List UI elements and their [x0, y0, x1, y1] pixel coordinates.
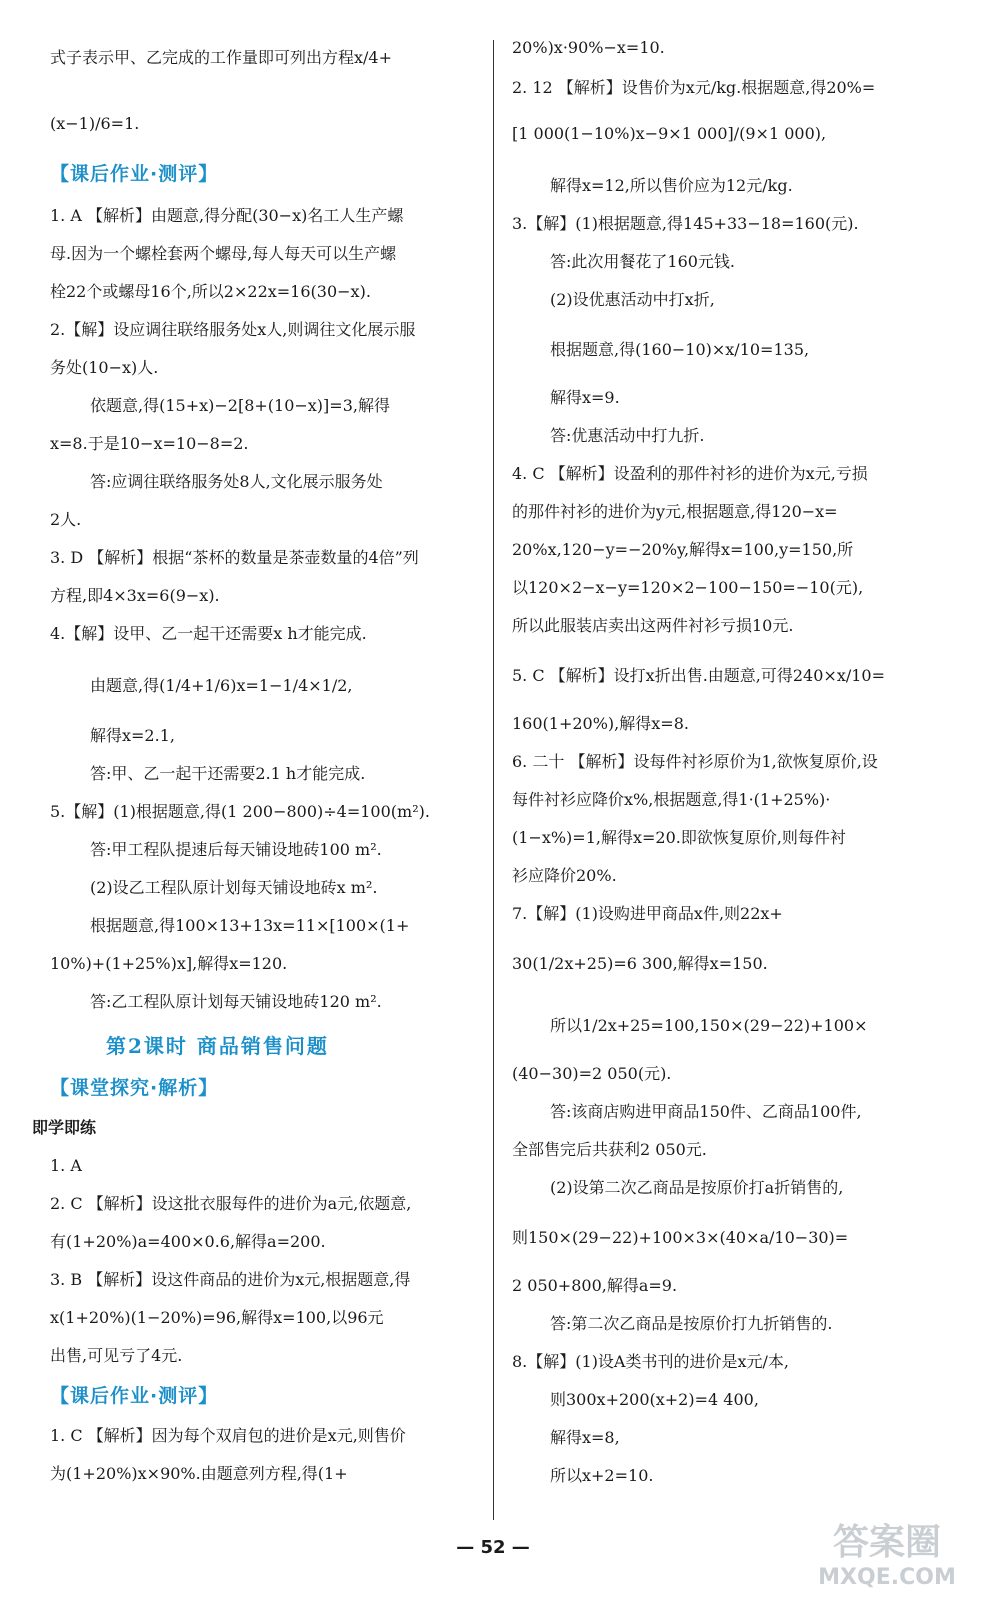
- section-heading: 【课后作业·测评】: [50, 1385, 219, 1407]
- answer-line: 1. C 【解析】因为每个双肩包的进价是x元,则售价: [50, 1426, 406, 1445]
- watermark-title: 答案圈: [832, 1522, 942, 1563]
- text-line: 有(1+20%)a=400×0.6,解得a=200.: [50, 1232, 326, 1251]
- text-line: 答:乙工程队原计划每天铺设地砖120 m².: [90, 992, 382, 1011]
- answer-line: 2.【解】设应调往联络服务处x人,则调往文化展示服: [50, 320, 416, 339]
- text-line: 所以此服装店卖出这两件衬衫亏损10元.: [512, 616, 794, 635]
- text-line: 答:应调往联络服务处8人,文化展示服务处: [90, 472, 383, 491]
- text-line: 160(1+20%),解得x=8.: [512, 714, 689, 733]
- text-line: 根据题意,得100×13+13x=11×[100×(1+: [90, 916, 410, 935]
- page-number: — 52 —: [456, 1537, 530, 1558]
- text-line: 全部售完后共获利2 050元.: [512, 1140, 707, 1159]
- text-line: x=8.于是10−x=10−8=2.: [50, 434, 249, 453]
- text-line: 2 050+800,解得a=9.: [512, 1276, 678, 1295]
- text-line: x(1+20%)(1−20%)=96,解得x=100,以96元: [50, 1308, 384, 1327]
- text-line: 栓22个或螺母16个,所以2×22x=16(30−x).: [50, 282, 371, 301]
- text-line: (2)设乙工程队原计划每天铺设地砖x m².: [90, 878, 378, 897]
- text-line: 所以x+2=10.: [550, 1466, 654, 1485]
- text-line: 方程,即4×3x=6(9−x).: [50, 586, 220, 605]
- section-heading: 【课后作业·测评】: [50, 163, 219, 185]
- text-line: 母.因为一个螺栓套两个螺母,每人每天可以生产螺: [50, 244, 397, 263]
- answer-line: 5. C 【解析】设打x折出售.由题意,可得240×x/10=: [512, 666, 886, 685]
- text-line: 2人.: [50, 510, 82, 529]
- text-line: 答:第二次乙商品是按原价打九折销售的.: [550, 1314, 833, 1333]
- text-line: (x−1)/6=1.: [50, 114, 140, 133]
- text-line: 答:甲工程队提速后每天铺设地砖100 m².: [90, 840, 382, 859]
- lesson-title: 第2课时 商品销售问题: [106, 1034, 329, 1058]
- subsection-heading: 即学即练: [32, 1118, 97, 1137]
- text-line: 衫应降价20%.: [512, 866, 617, 885]
- text-line: (40−30)=2 050(元).: [512, 1064, 672, 1083]
- text-line: 务处(10−x)人.: [50, 358, 159, 377]
- answer-line: 3. B 【解析】设这件商品的进价为x元,根据题意,得: [50, 1270, 411, 1289]
- answer-line: 8.【解】(1)设A类书刊的进价是x元/本,: [512, 1352, 789, 1371]
- answer-line: 7.【解】(1)设购进甲商品x件,则22x+: [512, 904, 783, 923]
- text-line: 依题意,得(15+x)−2[8+(10−x)]=3,解得: [90, 396, 390, 415]
- text-line: 根据题意,得(160−10)×x/10=135,: [550, 340, 810, 359]
- text-line: 以120×2−x−y=120×2−100−150=−10(元),: [512, 578, 864, 597]
- column-divider: [493, 40, 494, 1520]
- answer-line: 2. C 【解析】设这批衣服每件的进价为a元,依题意,: [50, 1194, 412, 1213]
- section-heading: 【课堂探究·解析】: [50, 1077, 219, 1099]
- text-line: 20%x,120−y=−20%y,解得x=100,y=150,所: [512, 540, 854, 559]
- text-line: 20%)x·90%−x=10.: [512, 38, 665, 57]
- text-line: 则300x+200(x+2)=4 400,: [550, 1390, 759, 1409]
- text-line: 解得x=2.1,: [90, 726, 175, 745]
- text-line: 出售,可见亏了4元.: [50, 1346, 183, 1365]
- text-line: 答:优惠活动中打九折.: [550, 426, 705, 445]
- text-line: 式子表示甲、乙完成的工作量即可列出方程x/4+: [50, 48, 393, 67]
- answer-line: 1. A: [50, 1156, 82, 1175]
- text-line: 10%)+(1+25%)x],解得x=120.: [50, 954, 288, 973]
- watermark-url: MXQE.COM: [818, 1565, 956, 1590]
- text-line: 所以1/2x+25=100,150×(29−22)+100×: [550, 1016, 868, 1035]
- answer-line: 5.【解】(1)根据题意,得(1 200−800)÷4=100(m²).: [50, 802, 430, 821]
- text-line: 每件衬衫应降价x%,根据题意,得1·(1+25%)·: [512, 790, 831, 809]
- text-line: 的那件衬衫的进价为y元,根据题意,得120−x=: [512, 502, 838, 521]
- text-line: 解得x=12,所以售价应为12元/kg.: [550, 176, 793, 195]
- answer-line: 4.【解】设甲、乙一起干还需要x h才能完成.: [50, 624, 367, 643]
- answer-line: 6. 二十 【解析】设每件衬衫原价为1,欲恢复原价,设: [512, 752, 878, 771]
- answer-line: 1. A 【解析】由题意,得分配(30−x)名工人生产螺: [50, 206, 404, 225]
- answer-line: 4. C 【解析】设盈利的那件衬衫的进价为x元,亏损: [512, 464, 868, 483]
- answer-line: 2. 12 【解析】设售价为x元/kg.根据题意,得20%=: [512, 78, 876, 97]
- text-line: 解得x=8,: [550, 1428, 620, 1447]
- text-line: 为(1+20%)x×90%.由题意列方程,得(1+: [50, 1464, 348, 1483]
- text-line: [1 000(1−10%)x−9×1 000]/(9×1 000),: [512, 124, 827, 143]
- text-line: 则150×(29−22)+100×3×(40×a/10−30)=: [512, 1228, 849, 1247]
- text-line: 由题意,得(1/4+1/6)x=1−1/4×1/2,: [90, 676, 353, 695]
- text-line: 答:此次用餐花了160元钱.: [550, 252, 736, 271]
- watermark-logo: [802, 1512, 972, 1592]
- text-line: 解得x=9.: [550, 388, 620, 407]
- answer-line: 3. D 【解析】根据“茶杯的数量是茶壶数量的4倍”列: [50, 548, 419, 567]
- text-line: (1−x%)=1,解得x=20.即欲恢复原价,则每件衬: [512, 828, 846, 847]
- answer-line: 3.【解】(1)根据题意,得145+33−18=160(元).: [512, 214, 859, 233]
- text-line: 答:该商店购进甲商品150件、乙商品100件,: [550, 1102, 862, 1121]
- text-line: (2)设第二次乙商品是按原价打a折销售的,: [550, 1178, 844, 1197]
- text-line: (2)设优惠活动中打x折,: [550, 290, 715, 309]
- text-line: 30(1/2x+25)=6 300,解得x=150.: [512, 954, 768, 973]
- text-line: 答:甲、乙一起干还需要2.1 h才能完成.: [90, 764, 366, 783]
